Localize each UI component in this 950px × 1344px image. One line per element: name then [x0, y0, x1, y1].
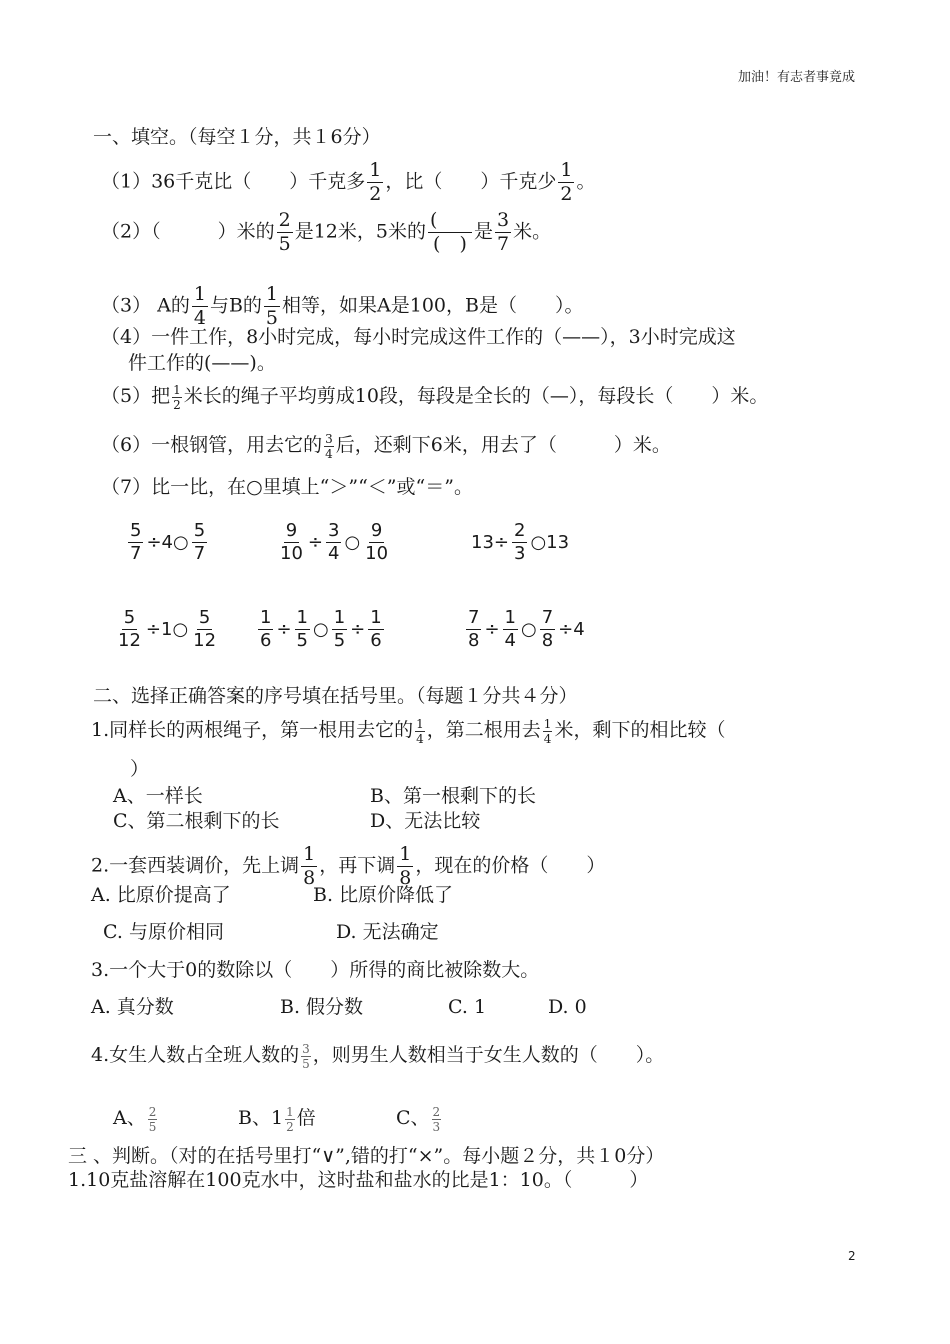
operator: ÷ [276, 619, 292, 640]
fraction: $\frac{1}{4}$ [416, 716, 424, 746]
q2-4-optA [113, 1105, 159, 1133]
q2-1-text-b: ，第二根用去 [426, 719, 541, 741]
fraction: $\frac{1}{2}$ [560, 159, 573, 205]
q1-6-text-b: 后，还剩下6米，用去了（ ）米。 [335, 434, 671, 456]
fraction: $\frac{1}{5}$ [333, 607, 346, 651]
fraction: $\frac{1}{2}$ [369, 159, 382, 205]
q2-1-optC: C、第二根剩下的长 [113, 810, 280, 832]
q2-1-optB: B、第一根剩下的长 [370, 785, 536, 807]
fraction: $\frac{5}{7}$ [193, 520, 206, 564]
fraction: $\frac{3}{7}$ [496, 209, 510, 255]
q2-1-optA: A、一样长 [113, 785, 203, 807]
q1-6-text-a: （6）一根钢管，用去它的 [101, 434, 323, 456]
q2-1-text-c: 米，剩下的相比较（ [554, 719, 726, 741]
fraction: $\frac{1}{6}$ [260, 607, 272, 651]
q2-3-optA: A. 真分数 [91, 996, 174, 1018]
operator: ○13 [530, 532, 570, 553]
q1-6 [101, 432, 671, 460]
q1-3-text-c: 相等，如果A是100，B是（ ）。 [282, 294, 584, 317]
q1-5-text-b: 米长的绳子平均剪成10段，每段是全长的（—），每段长（ ）米。 [183, 385, 769, 407]
operator: ○ [521, 619, 537, 640]
operator: ÷4○ [146, 532, 189, 553]
q2-1-text-a: 1.同样长的两根绳子，第一根用去它的 [91, 719, 414, 741]
q2-2-optC: C. 与原价相同 [103, 921, 224, 943]
q1-5-text-a: （5）把 [101, 385, 171, 407]
compare-expr-2 [276, 522, 392, 563]
fraction: $\frac{5}{7}$ [130, 520, 142, 564]
fraction: $\frac{2}{5}$ [148, 1104, 157, 1134]
fraction: $\frac{2}{5}$ [278, 209, 291, 255]
fraction: $\frac{3}{4}$ [328, 520, 340, 564]
fraction: $\frac{2}{3}$ [432, 1104, 441, 1134]
q2-2-text-c: ，现在的价格（ ） [415, 854, 606, 877]
q1-3-text-a: （3） A的 [101, 294, 190, 317]
q1-4-line1: （4）一件工作，8小时完成，每小时完成这件工作的（——），3小时完成这 [101, 326, 736, 348]
fraction: $\frac{1}{6}$ [370, 607, 382, 651]
q2-4-text-a: 4.女生人数占全班人数的 [91, 1044, 300, 1066]
option-suffix: 倍 [296, 1107, 316, 1129]
q2-4-optC [396, 1105, 443, 1133]
fraction: $\frac{1}{2}$ [286, 1104, 294, 1134]
fraction: $\frac{9}{10}$ [365, 520, 389, 564]
q2-1 [91, 717, 725, 745]
q2-4 [91, 1042, 664, 1070]
operator: ÷ [307, 532, 323, 553]
fraction: $\frac{1}{5}$ [265, 283, 279, 329]
q1-1 [101, 161, 596, 204]
option-label: A、 [113, 1107, 146, 1129]
fraction: $\frac{2}{3}$ [514, 520, 526, 564]
q1-2-text-c: 是 [473, 220, 493, 243]
q3-1: 1.10克盐溶解在100克水中，这时盐和盐水的比是1：10。（ ） [68, 1169, 649, 1191]
q2-3-optC: C. 1 [448, 996, 487, 1018]
fraction: $\frac{7}{8}$ [541, 607, 554, 651]
fraction: $\frac{1}{5}$ [296, 607, 308, 651]
q1-2 [101, 211, 551, 254]
fraction: $\frac{1}{4}$ [193, 283, 206, 329]
fraction: $\frac{1}{4}$ [504, 607, 516, 651]
q1-1-text-c: 。 [576, 170, 596, 193]
operator: ○ [313, 619, 329, 640]
q2-2-text-a: 2.一套西装调价，先上调 [91, 854, 300, 877]
operator: ÷ [484, 619, 500, 640]
compare-expr-4 [114, 609, 220, 650]
q2-3: 3.一个大于0的数除以（ ）所得的商比被除数大。 [91, 959, 540, 981]
fraction: $\frac{1}{2}$ [173, 382, 181, 412]
q2-3-optD: D. 0 [548, 996, 587, 1018]
section3-title: 三 、判断。（对的在括号里打“∨”,错的打“×”。每小题２分，共１0分） [68, 1145, 665, 1167]
fraction: $\frac{1}{8}$ [399, 843, 412, 889]
fraction: $\frac{1}{4}$ [543, 716, 552, 746]
q2-1-close: ） [130, 758, 150, 780]
q1-1-text-b: ，比（ ）千克少 [385, 170, 557, 193]
q2-1-optD: D、无法比较 [370, 810, 481, 832]
q2-2-optD: D. 无法确定 [336, 921, 439, 943]
q1-2-text-d: 米。 [513, 220, 552, 243]
q1-2-text-b: 是12米，5米的 [294, 220, 426, 243]
fraction: $\frac{7}{8}$ [468, 607, 480, 651]
q2-3-optB: B. 假分数 [280, 996, 364, 1018]
fraction-blank: $\frac{(}{( )}$ [428, 211, 472, 254]
option-label: C、 [396, 1107, 430, 1129]
operator: ÷ [350, 619, 366, 640]
page-number: 2 [848, 1249, 856, 1263]
fraction: $\frac{3}{5}$ [302, 1041, 310, 1071]
section1-title: 一、填空。（每空１分，共１6分） [93, 126, 381, 148]
fraction: $\frac{3}{4}$ [325, 431, 333, 461]
option-label: B、1 [238, 1107, 284, 1129]
compare-expr-3 [470, 522, 570, 563]
q2-2-optA: A. 比原价提高了 [91, 884, 231, 906]
q1-2-text-a: （2）（ ）米的 [101, 220, 275, 243]
q2-2-text-b: ，再下调 [319, 854, 396, 877]
fraction: $\frac{9}{10}$ [280, 520, 303, 564]
q1-4-line2: 件工作的(——)。 [128, 352, 276, 374]
q1-1-text-a: （1）36千克比（ ）千克多 [101, 170, 366, 193]
q2-4-text-b: ，则男生人数相当于女生人数的（ ）。 [312, 1044, 665, 1066]
operator: ○ [344, 532, 361, 553]
operator: ÷1○ [145, 619, 189, 640]
fraction: $\frac{5}{12}$ [193, 607, 217, 651]
operator: ÷4 [558, 619, 585, 640]
compare-expr-6 [464, 609, 586, 650]
fraction: $\frac{5}{12}$ [118, 607, 141, 651]
q1-7: （7）比一比，在○里填上“＞”“＜”或“＝”。 [101, 476, 473, 498]
compare-expr-5 [256, 609, 386, 650]
q2-2-optB: B. 比原价降低了 [313, 884, 454, 906]
q1-3 [101, 285, 583, 328]
q1-3-text-b: 与B的 [209, 294, 262, 317]
operator: 13÷ [471, 532, 509, 553]
q2-4-optB [238, 1105, 316, 1133]
q1-5 [101, 383, 768, 411]
compare-expr-1 [126, 522, 209, 563]
section2-title: 二、选择正确答案的序号填在括号里。（每题１分共４分） [93, 685, 578, 707]
fraction: $\frac{1}{8}$ [303, 843, 316, 889]
header-motto: 加油！有志者事竟成 [737, 70, 855, 85]
